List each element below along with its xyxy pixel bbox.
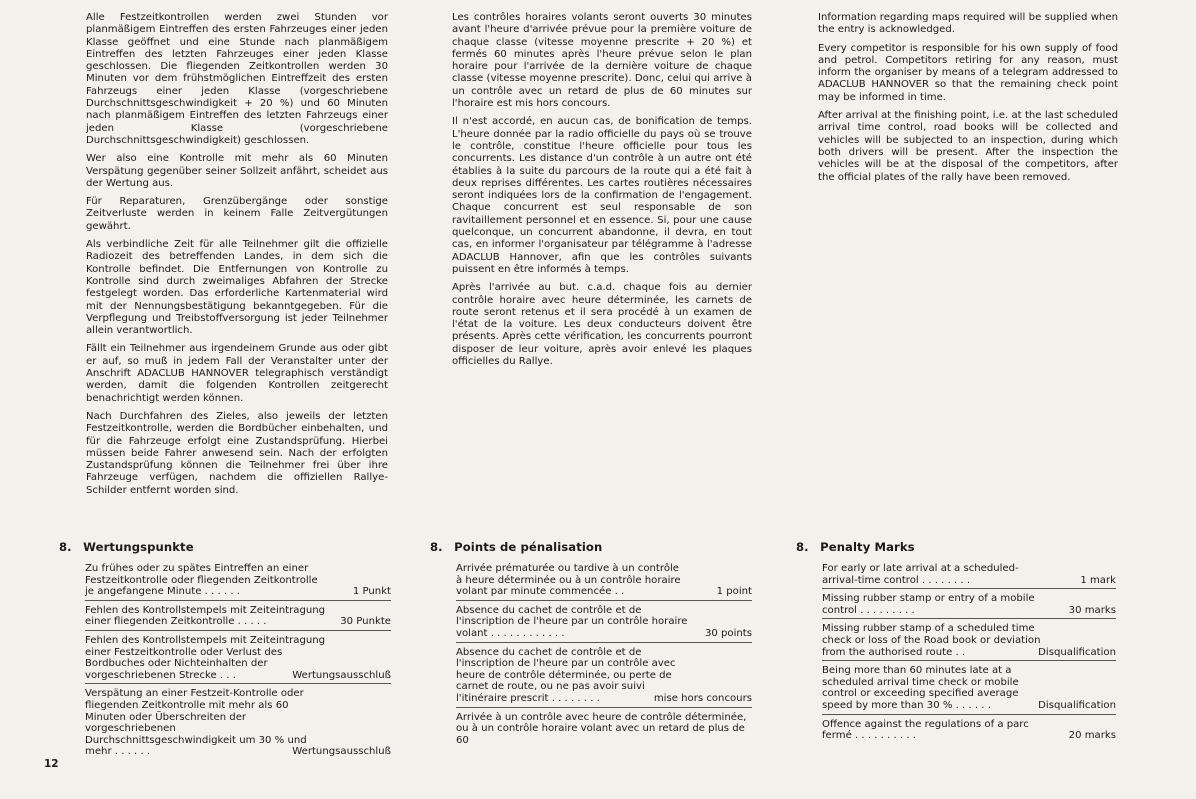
penalty-description: Arrivée à un contrôle avec heure de contrôle déterminée, ou à un contrôle horaire volant avec un retard de plus de 60 [456, 711, 747, 746]
penalty-description: Arrivée prématurée ou tardive à un contrôle à heure déterminée ou à un contrôle horaire volant par minute commencée . . [456, 563, 681, 598]
section-number: 8. [59, 540, 72, 554]
french-paragraph: Après l'arrivée au but. c.a.d. chaque fois au dernier contrôle horaire avec heure déterminée, les carnets de route seront retenus et il sera procédé à un examen de l'état de la voiture. Les deux conducteurs doivent être présents. Après cette vérification, les concurrents pourront disposer de leur voiture, après avoir enlevé les plaques officielles du Rallye. [452, 282, 752, 368]
penalty-description: Missing rubber stamp of a scheduled time check or loss of the Road book or deviation from the authorised route . . [822, 623, 1041, 658]
german-text-column [86, 12, 388, 503]
french-paragraph: Il n'est accordé, en aucun cas, de bonification de temps. L'heure donnée par la radio officielle du pays où se trouve le contrôle, constitue l'heure officielle pour tous les concurrents. Les distance d'un contrôle à un autre ont été établies à la suite du parcours de la route qui a été fait à deux reprises différentes. Les cartes routières nécessaires seront indiquées lors de la confirmation de l'engagement. Chaque concurrent est seul responsable de son ravitaillement personnel et en essence. Si, pour une cause quelconque, un concurrent abandonne, il devra, en tout cas, en informer l'organisateur par télégramme à l'adresse ADACLUB Hannover, afin que les contrôles suivants puissent en être informés à temps. [452, 116, 752, 275]
section-number: 8. [430, 540, 443, 554]
section-title: Penalty Marks [820, 540, 915, 554]
german-paragraph: Alle Festzeitkontrollen werden zwei Stunden vor planmäßigem Eintreffen des ersten Fahrzeuges einer jeden Klasse geöffnet und eine Stunde nach planmäßigem Eintreffen des letzten Fahrzeuges einer jeden Klasse geschlossen. Die fliegenden Zeitkontrollen werden 30 Minuten vor dem frühstmöglichen Eintreffzeit des ersten Fahrzeugs einer jeden Klasse (vorgeschriebene Durchschnittsgeschwindigkeit + 20 %) und 60 Minuten nach planmäßigem Eintreffen des letzten Fahrzeugs einer jeden Klasse (vorgeschriebene Durchschnittsgeschwindigkeit) geschlossen. [86, 12, 388, 146]
penalty-description: Absence du cachet de contrôle et de l'inscription de l'heure par un contrôle avec heure de contrôle déterminée, ou perte de carnet de route, ou ne pas avoir suivi l'itinéraire prescrit . . . . . . . . [456, 646, 676, 704]
german-paragraph: Für Reparaturen, Grenzübergänge oder sonstige Zeitverluste werden in keinem Falle Zeitvergütungen gewährt. [86, 196, 388, 232]
german-paragraph: Wer also eine Kontrolle mit mehr als 60 Minuten Verspätung gegenüber seiner Sollzeit anfährt, scheidet aus der Wertung aus. [86, 153, 388, 189]
penalty-item [85, 604, 391, 631]
french-paragraph: Les contrôles horaires volants seront ouverts 30 minutes avant l'heure d'arrivée prévue pour la première voiture de chaque classe (vitesse moyenne prescrite + 20 %) et fermés 60 minutes après l'heure prévue selon le plan horaire pour l'arrivée de la dernière voiture de chaque classe (vitesse moyenne prescrite). Donc, celui qui arrive à un contrôle avec un retard de plus de 60 minutes sur l'horaire est mis hors concours. [452, 12, 752, 110]
german-paragraph: Nach Durchfahren des Zieles, also jeweils der letzten Festzeitkontrolle, werden die Bordbücher einbehalten, und für die Fahrzeuge erfolgt eine Zustandsprüfung. Hierbei müssen beide Fahrer anwesend sein. Nach der erfolgten Zustandsprüfung können die Teilnehmer frei über ihre Fahrzeuge verfügen, nachdem die offiziellen Rallye-Schilder entfernt worden sind. [86, 410, 388, 496]
german-paragraph: Als verbindliche Zeit für alle Teilnehmer gilt die offizielle Radiozeit des betreffenden Landes, in dem sich die Kontrolle befindet. Die Entfernungen von Kontrolle zu Kontrolle sind durch zweimaliges Abfahren der Strecke festgelegt worden. Das erforderliche Kartenmaterial wird mit der Nennungsbestätigung bekanntgegeben. Für die Verpflegung und Treibstoffversorgung ist jeder Teilnehmer allein verantwortlich. [86, 239, 388, 337]
penalty-list [430, 562, 752, 748]
penalty-item [822, 718, 1116, 744]
english-paragraph: After arrival at the finishing point, i.e. at the last scheduled arrival time control, road books will be collected and vehicles will be subjected to an inspection, during which both drivers will be present. After the inspection the vehicles will be at the disposal of the competitors, after the official plates of the rally have been removed. [818, 110, 1118, 183]
penalty-item [822, 562, 1116, 589]
penalty-description: Absence du cachet de contrôle et de l'inscription de l'heure par un contrôle horaire volant . . . . . . . . . . . . [456, 604, 688, 639]
penalty-list [796, 562, 1116, 744]
penalty-description: Zu frühes oder zu spätes Eintreffen an einer Festzeitkontrolle oder fliegenden Zeitkontrolle je angefangene Minute . . . . . . [85, 563, 318, 598]
penalty-value: 1 Punkt [352, 586, 391, 598]
english-paragraph: Every competitor is responsible for his own supply of food and petrol. Competitors retiring for any reason, must inform the organiser by means of a telegram addressed to ADACLUB HANNOVER so that the remaining check point may be informed in time. [818, 42, 1118, 103]
penalty-item [822, 592, 1116, 619]
penalty-value: 30 points [704, 627, 752, 639]
english-paragraph: Information regarding maps required will be supplied when the entry is acknowledged. [818, 12, 1118, 36]
penalty-value: 30 Punkte [340, 616, 391, 628]
penalty-description: Fehlen des Kontrollstempels mit Zeiteintragung einer Festzeitkontrolle oder Verlust des Bordbuches oder Nichteinhalten der vorgeschriebenen Strecke . . . [85, 634, 326, 681]
penalty-item [456, 711, 752, 749]
page-number: 12 [44, 758, 59, 770]
penalty-description: Being more than 60 minutes late at a scheduled arrival time check or mobile control or exceeding specified average speed by more than 30 % . . . . . . [822, 665, 1019, 711]
penalty-value: mise hors concours [653, 692, 752, 704]
penalty-description: Verspätung an einer Festzeit-Kontrolle oder fliegenden Zeitkontrolle mit mehr als 60 Minuten oder Überschreiten der vorgeschriebenen Durchschnittsgeschwindigkeit um 30 % und mehr . . . . . . [85, 688, 307, 758]
penalty-value: Wertungsausschluß [292, 669, 391, 681]
section-title: Points de pénalisation [454, 540, 603, 554]
penalty-value: 20 marks [1068, 730, 1116, 742]
french-text-column [452, 12, 752, 374]
penalty-description: Offence against the regulations of a parc fermé . . . . . . . . . . [822, 718, 1029, 742]
section-heading [430, 540, 752, 554]
penalty-item [456, 604, 752, 643]
section-number: 8. [796, 540, 809, 554]
penalty-item [85, 562, 391, 601]
penalty-value: Disqualification [1038, 646, 1116, 658]
french-penalty-section [430, 540, 752, 751]
english-text-column [818, 12, 1118, 190]
penalty-item [456, 646, 752, 708]
penalty-description: Missing rubber stamp or entry of a mobile control . . . . . . . . . [822, 593, 1035, 616]
penalty-list [59, 562, 391, 760]
penalty-value: Disqualification [1038, 699, 1116, 711]
section-heading [59, 540, 391, 554]
german-penalty-section [59, 540, 391, 763]
german-paragraph: Fällt ein Teilnehmer aus irgendeinem Grunde aus oder gibt er auf, so muß in jedem Fall der Veranstalter unter der Anschrift ADACLUB HANNOVER telegraphisch verständigt werden, damit die folgenden Kontrollen zeitgerecht benachrichtigt werden können. [86, 343, 388, 404]
penalty-item [85, 687, 391, 760]
section-heading [796, 540, 1116, 554]
penalty-value: Wertungsausschluß [292, 746, 391, 758]
penalty-value: 1 mark [1080, 574, 1116, 586]
penalty-item [822, 622, 1116, 661]
english-penalty-section [796, 540, 1116, 747]
penalty-description: Fehlen des Kontrollstempels mit Zeiteintragung einer fliegenden Zeitkontrolle . . . . . [85, 604, 326, 628]
penalty-item [85, 634, 391, 684]
penalty-value: 30 marks [1068, 604, 1116, 616]
penalty-item [822, 664, 1116, 714]
section-title: Wertungspunkte [83, 540, 194, 554]
penalty-value: 1 point [716, 586, 752, 598]
penalty-item [456, 562, 752, 601]
penalty-description: For early or late arrival at a scheduled-arrival-time control . . . . . . . . [822, 563, 1019, 586]
